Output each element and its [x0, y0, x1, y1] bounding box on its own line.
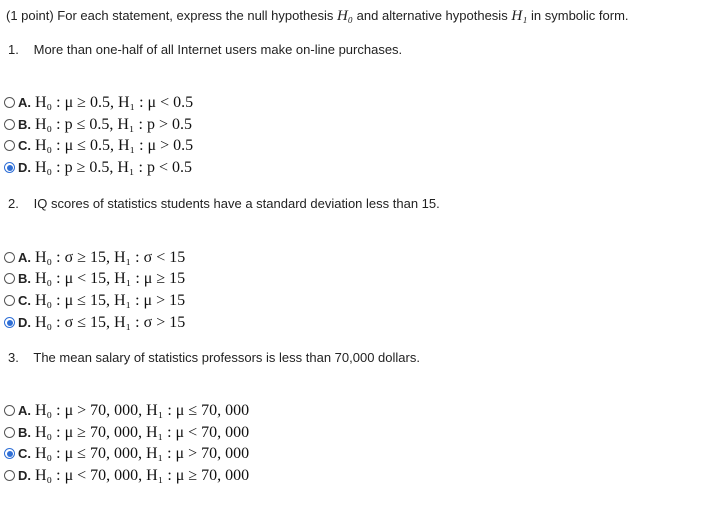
- q3-option-c[interactable]: [4, 443, 249, 464]
- option-letter: D.: [18, 160, 31, 175]
- radio-button[interactable]: [4, 140, 15, 151]
- q2-option-d[interactable]: [4, 312, 185, 333]
- option-letter: A.: [18, 250, 31, 265]
- radio-button[interactable]: [4, 162, 15, 173]
- option-letter: B.: [18, 425, 31, 440]
- option-formula: H₀ : μ ≤ 15, H₁ : μ > 15: [35, 291, 186, 309]
- radio-button[interactable]: [4, 97, 15, 108]
- option-formula: H₀ : p ≤ 0.5, H₁ : p > 0.5: [35, 115, 192, 133]
- question-text: The mean salary of statistics professors is less than 70,000 dollars.: [33, 350, 420, 365]
- option-letter: C.: [18, 293, 31, 308]
- radio-button[interactable]: [4, 405, 15, 416]
- q3-option-b[interactable]: [4, 422, 249, 443]
- question-text: IQ scores of statistics students have a standard deviation less than 15.: [33, 196, 440, 211]
- q3-option-d[interactable]: [4, 465, 249, 486]
- radio-button[interactable]: [4, 317, 15, 328]
- option-formula: H₀ : μ > 70, 000, H₁ : μ ≤ 70, 000: [35, 401, 250, 419]
- option-letter: B.: [18, 117, 31, 132]
- radio-button[interactable]: [4, 448, 15, 459]
- q1-option-c[interactable]: [4, 135, 193, 156]
- q1-option-d[interactable]: [4, 157, 192, 178]
- option-formula: H₀ : μ < 15, H₁ : μ ≥ 15: [35, 269, 186, 287]
- option-formula: H₀ : μ ≤ 0.5, H₁ : μ > 0.5: [35, 136, 194, 154]
- radio-button[interactable]: [4, 252, 15, 263]
- q1-option-a[interactable]: [4, 92, 193, 113]
- alt-hypothesis-symbol: H₁: [511, 8, 528, 24]
- option-formula: H₀ : μ ≥ 0.5, H₁ : μ < 0.5: [35, 93, 194, 111]
- option-letter: A.: [18, 403, 31, 418]
- radio-button[interactable]: [4, 295, 15, 306]
- option-formula: H₀ : p ≥ 0.5, H₁ : p < 0.5: [35, 158, 192, 176]
- radio-button[interactable]: [4, 427, 15, 438]
- option-letter: B.: [18, 271, 31, 286]
- problem-header: [6, 8, 702, 25]
- option-formula: H₀ : μ ≤ 70, 000, H₁ : μ > 70, 000: [35, 444, 250, 462]
- question-number: 3.: [8, 350, 19, 365]
- option-letter: D.: [18, 468, 31, 483]
- option-formula: H₀ : μ < 70, 000, H₁ : μ ≥ 70, 000: [35, 466, 250, 484]
- option-formula: H₀ : μ ≥ 70, 000, H₁ : μ < 70, 000: [35, 423, 250, 441]
- question-2: [8, 196, 440, 211]
- question-number: 2.: [8, 196, 19, 211]
- option-letter: A.: [18, 95, 31, 110]
- radio-button[interactable]: [4, 470, 15, 481]
- header-middle: and alternative hypothesis: [356, 8, 508, 23]
- header-prefix: (1 point) For each statement, express the null hypothesis: [6, 8, 334, 23]
- option-letter: C.: [18, 446, 31, 461]
- q1-option-b[interactable]: [4, 114, 192, 135]
- q2-option-b[interactable]: [4, 268, 185, 289]
- question-text: More than one-half of all Internet users make on-line purchases.: [33, 42, 403, 57]
- question-3: [8, 350, 420, 365]
- radio-button[interactable]: [4, 119, 15, 130]
- null-hypothesis-symbol: H₀: [336, 8, 354, 24]
- radio-button[interactable]: [4, 273, 15, 284]
- q2-option-a[interactable]: [4, 247, 185, 268]
- header-suffix: in symbolic form.: [531, 8, 629, 23]
- question-number: 1.: [8, 42, 19, 57]
- q2-option-c[interactable]: [4, 290, 185, 311]
- question-1: [8, 42, 402, 57]
- option-formula: H₀ : σ ≥ 15, H₁ : σ < 15: [35, 248, 186, 266]
- option-letter: C.: [18, 138, 31, 153]
- option-letter: D.: [18, 315, 31, 330]
- q3-option-a[interactable]: [4, 400, 249, 421]
- option-formula: H₀ : σ ≤ 15, H₁ : σ > 15: [35, 313, 186, 331]
